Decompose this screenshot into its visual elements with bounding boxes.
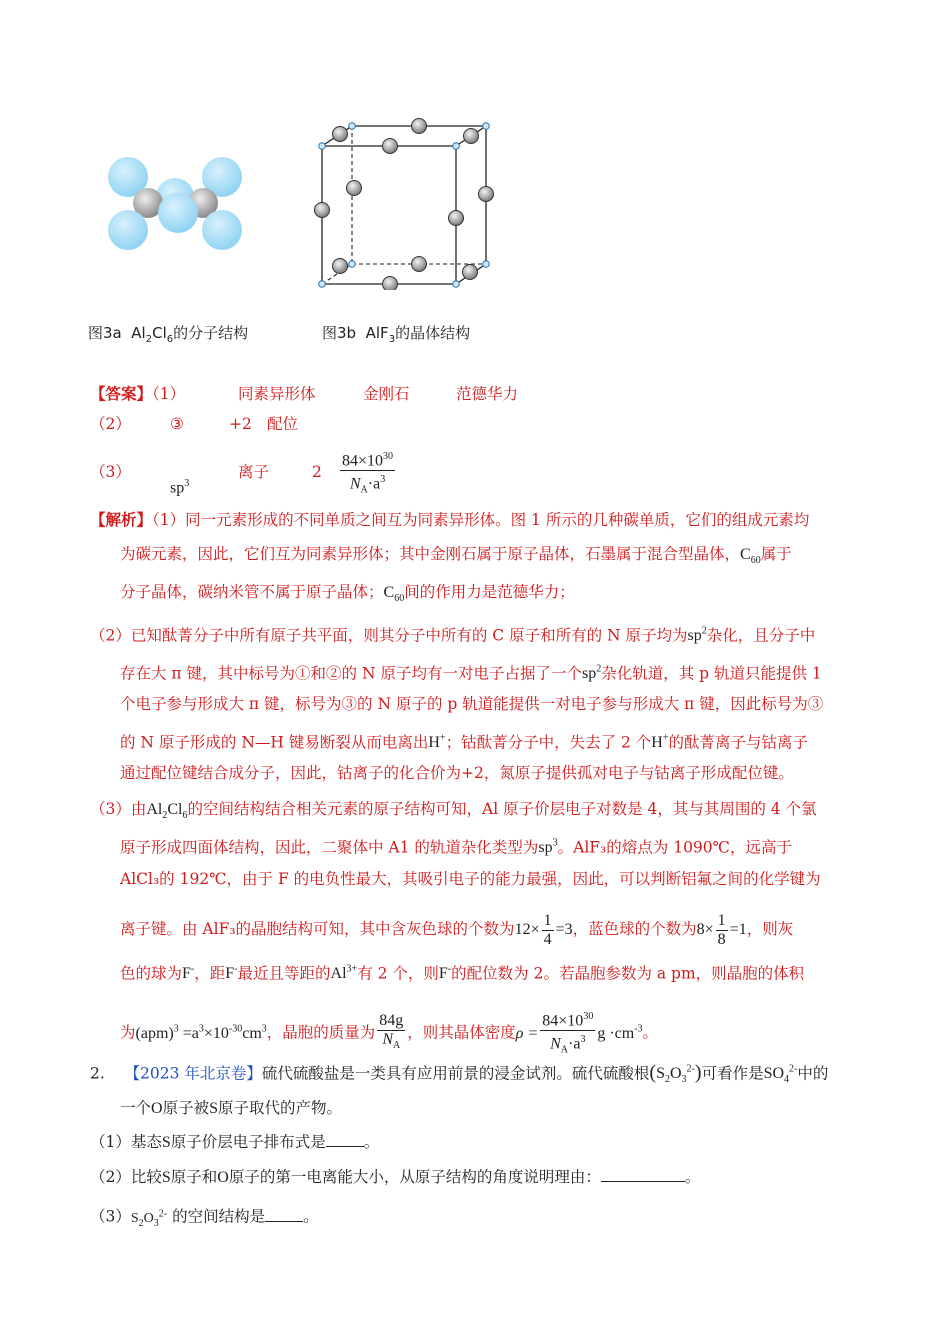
- alf3-crystal-figure: [310, 118, 500, 290]
- question-2-line-1: 2. 【2023 年北京卷】硫代硫酸盐是一类具有应用前景的浸金试剂。硫代硫酸根$(S_2O_3^{2-})$可看作是$SO_4^{2-}$中的: [90, 1061, 829, 1086]
- figure-3b-caption: 图3b AlF$_3$的晶体结构: [322, 324, 471, 345]
- question-2-part-2: （2）比较S原子和O原子的第一电离能大小，从原子结构的角度说明理由： 。: [90, 1168, 701, 1186]
- cl-atom: [158, 193, 198, 233]
- analysis-p2-line-2: 存在大 π 键，其中标号为①和②的 N 原子均有一对电子占据了一个$sp^2$杂化轨道，其 p 轨道只能提供 1: [120, 664, 822, 683]
- answer-tag: 【答案】: [90, 384, 153, 403]
- analysis-p1-line-2: 为碳元素，因此，它们互为同素异形体；其中金刚石属于原子晶体，石墨属于混合型晶体，$C_{60}$属于: [120, 545, 792, 567]
- answer-line-1: 【答案】（1） 同素异形体 金刚石 范德华力: [90, 384, 519, 403]
- analysis-p3-line-3: AlCl₃的 192℃，由于 F 的电负性最大，其吸引电子的能力最强，因此，可以判断铝氟之间的化学键为: [120, 870, 821, 888]
- question-number: 2.: [90, 1064, 105, 1083]
- al2cl6-molecule-figure: [100, 150, 250, 255]
- analysis-p2-line-4: 的 N 原子形成的 N—H 键易断裂从而电离出H+；钴酞菁分子中，失去了 2 个H+的酞菁离子与钴离子: [120, 733, 808, 752]
- analysis-p1-line-3: 分子晶体，碳纳米管不属于原子晶体；$C_{60}$间的作用力是范德华力；: [120, 583, 575, 605]
- question-source: 【2023 年北京卷】: [124, 1064, 262, 1083]
- figure-3a-caption: 图3a $Al_2Cl_6$的分子结构: [88, 324, 249, 345]
- analysis-p1-line-1: 【解析】（1）同一元素形成的不同单质之间互为同素异形体。图 1 所示的几种碳单质，它们的组成元素均: [90, 510, 810, 529]
- analysis-p3-line-1: （3）由$Al_2Cl_6$的空间结构结合相关元素的原子结构可知，Al 原子价层电子对数是 4，其与其周围的 4 个氯: [90, 800, 817, 822]
- analysis-p3-line-4: 离子键。由 AlF₃的晶胞结构可知，其中含灰色球的个数为12× $\frac{1}{4}$ =3，蓝色球的个数为8× $\frac{1}{8}$ =1，则灰: [120, 912, 794, 948]
- analysis-p3-line-5: 色的球为F-，距F-最近且等距的$Al^{3+}$有 2 个，则F-的配位数为 2。若晶胞参数为 a pm，则晶胞的体积: [120, 964, 805, 983]
- answer-blank[interactable]: [601, 1167, 685, 1182]
- question-2-part-3: $(3)S_2O_3^{2-}$ 的空间结构是 。: [90, 1207, 319, 1229]
- answer-line-3: （3） $sp^3$ 离子 2 $\frac{84\times 10^{30}}{N_A\cdot a^3}$: [90, 462, 490, 482]
- analysis-p3-line-2: 原子形成四面体结构，因此，二聚体中 A1 的轨道杂化类型为$sp^3$。AlF₃的熔点为 1090℃，远高于: [120, 838, 792, 857]
- analysis-p3-line-6: 为$(apm)^3 =a^3\times 10^{-30}cm^3$，晶胞的质量为 $\frac{84g}{N_A}$ ，则其晶体密度ρ = $\frac{84\times 10^{30}}{N_A\cdot a^3}$ $g \cdot cm^{-3}$。: [120, 1008, 658, 1060]
- analysis-p2-line-1: （2）已知酞菁分子中所有原子共平面，则其分子中所有的 C 原子和所有的 N 原子均为$sp^2$杂化，且分子中: [90, 626, 816, 645]
- cl-atom: [202, 210, 242, 250]
- question-2-line-2: 一个O原子被S原子取代的产物。: [120, 1099, 343, 1117]
- analysis-p2-line-5: 通过配位键结合成分子，因此，钴离子的化合价为+2，氮原子提供孤对电子与钴离子形成配位键。: [120, 764, 794, 782]
- cl-atom: [108, 210, 148, 250]
- analysis-p2-line-3: 个电子参与形成大 π 键，标号为③的 N 原子的 p 轨道能提供一对电子参与形成大 π 键，因此标号为③: [120, 695, 824, 713]
- answer-blank[interactable]: [265, 1207, 303, 1222]
- answer-blank[interactable]: [326, 1132, 364, 1147]
- question-2-part-1: （1）基态S原子价层电子排布式是 。: [90, 1133, 380, 1151]
- analysis-tag: 【解析】: [90, 510, 153, 529]
- answer-line-2: （2） ③ +2 配位: [90, 415, 299, 433]
